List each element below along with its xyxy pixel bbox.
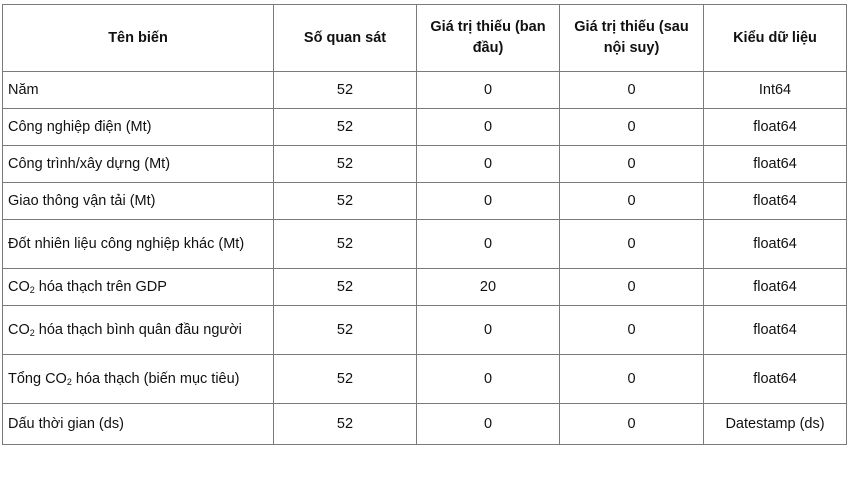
missing-after-cell: 0 [560, 306, 704, 355]
observations-cell: 52 [274, 355, 417, 404]
missing-after-cell: 0 [560, 355, 704, 404]
variable-name-cell [3, 269, 274, 306]
subscript-2: 2 [29, 284, 35, 295]
variable-name-cell: Công nghiệp điện (Mt) [3, 109, 274, 146]
variable-name-cell: Công trình/xây dựng (Mt) [3, 146, 274, 183]
data-summary-table [2, 4, 847, 445]
missing-before-cell: 0 [417, 355, 560, 404]
subscript-2: 2 [29, 327, 35, 338]
subscript-2: 2 [66, 376, 72, 387]
table-row [3, 404, 847, 445]
missing-after-cell: 0 [560, 269, 704, 306]
observations-cell: 52 [274, 146, 417, 183]
name-text: hóa thạch (biến mục tiêu) [71, 370, 240, 387]
missing-before-cell: 0 [417, 72, 560, 109]
variable-name-cell: Giao thông vận tải (Mt) [3, 183, 274, 220]
data-type-cell: float64 [704, 269, 847, 306]
table-row [3, 306, 847, 355]
data-type-cell: float64 [704, 306, 847, 355]
data-type-cell: Int64 [704, 72, 847, 109]
data-type-cell: float64 [704, 183, 847, 220]
missing-before-cell: 0 [417, 109, 560, 146]
variable-name-cell: Năm [3, 72, 274, 109]
name-text: hóa thạch trên GDP [34, 278, 167, 295]
observations-cell: 52 [274, 72, 417, 109]
name-text: CO [8, 321, 30, 338]
data-type-cell: float64 [704, 220, 847, 269]
missing-before-cell: 20 [417, 269, 560, 306]
variable-name-cell [3, 306, 274, 355]
missing-after-cell: 0 [560, 183, 704, 220]
missing-after-cell: 0 [560, 404, 704, 445]
header-row [3, 5, 847, 72]
table-row [3, 183, 847, 220]
header-missing-before: Giá trị thiếu (ban đầu) [417, 5, 560, 72]
header-data-type: Kiểu dữ liệu [704, 5, 847, 72]
table-row [3, 72, 847, 109]
table-row [3, 109, 847, 146]
missing-after-cell: 0 [560, 146, 704, 183]
missing-after-cell: 0 [560, 72, 704, 109]
observations-cell: 52 [274, 269, 417, 306]
table-row [3, 269, 847, 306]
data-type-cell: float64 [704, 146, 847, 183]
variable-name-cell [3, 355, 274, 404]
missing-after-cell: 0 [560, 220, 704, 269]
missing-before-cell: 0 [417, 306, 560, 355]
name-text: Tổng CO [8, 370, 67, 387]
variable-name-cell: Đốt nhiên liệu công nghiệp khác (Mt) [3, 220, 274, 269]
observations-cell: 52 [274, 404, 417, 445]
table-row [3, 146, 847, 183]
observations-cell: 52 [274, 306, 417, 355]
table-row [3, 220, 847, 269]
missing-before-cell: 0 [417, 404, 560, 445]
missing-before-cell: 0 [417, 146, 560, 183]
data-type-cell: float64 [704, 355, 847, 404]
data-type-cell: float64 [704, 109, 847, 146]
observations-cell: 52 [274, 183, 417, 220]
table-row [3, 355, 847, 404]
data-type-cell: Datestamp (ds) [704, 404, 847, 445]
header-observations: Số quan sát [274, 5, 417, 72]
name-text: CO [8, 278, 30, 295]
variable-name-cell: Dấu thời gian (ds) [3, 404, 274, 445]
name-text: hóa thạch bình quân đầu người [34, 321, 242, 338]
missing-before-cell: 0 [417, 220, 560, 269]
missing-after-cell: 0 [560, 109, 704, 146]
observations-cell: 52 [274, 109, 417, 146]
observations-cell: 52 [274, 220, 417, 269]
missing-before-cell: 0 [417, 183, 560, 220]
header-variable-name: Tên biến [3, 5, 274, 72]
header-missing-after: Giá trị thiếu (sau nội suy) [560, 5, 704, 72]
